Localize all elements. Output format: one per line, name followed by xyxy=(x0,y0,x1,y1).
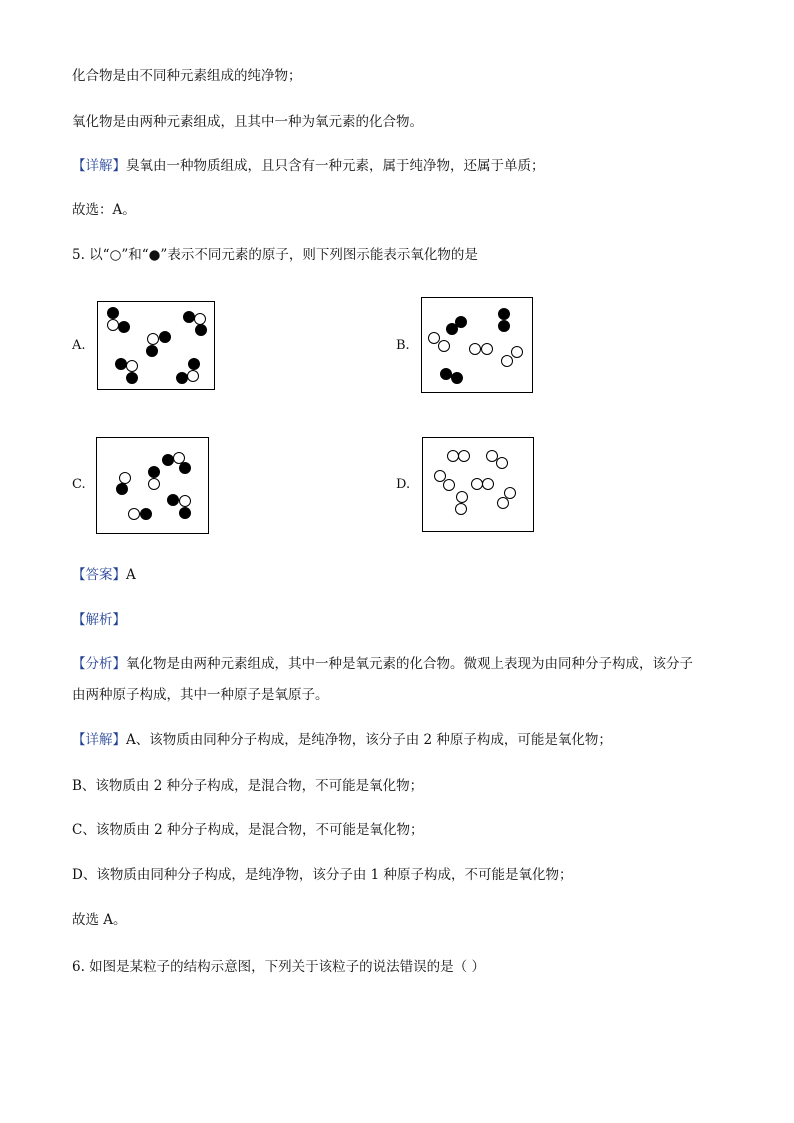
option-b-figure xyxy=(421,297,533,393)
option-d-figure xyxy=(422,437,534,532)
molecule-diagram-a xyxy=(98,302,216,391)
fenxi-line xyxy=(72,655,693,673)
molecule-diagram-b xyxy=(422,298,534,394)
answer-line xyxy=(72,566,136,584)
option-c-label: C. xyxy=(72,477,86,492)
question-5: 5. 以“○”和“●”表示不同元素的原子，则下列图示能表示氧化物的是 xyxy=(72,247,478,263)
text-line: 故选 A。 xyxy=(72,912,127,928)
detail-text: 臭氧由一种物质组成，且只含有一种元素，属于纯净物，还属于单质； xyxy=(126,158,545,174)
molecule-diagram-d xyxy=(423,438,535,533)
option-c-figure xyxy=(96,437,209,534)
text-line: 故选：A。 xyxy=(72,202,136,218)
analysis-tag: 【解析】 xyxy=(72,612,126,628)
answer-tag: 【答案】 xyxy=(72,567,126,583)
text-line: 由两种原子构成，其中一种原子是氧原子。 xyxy=(72,687,329,703)
option-a-label: A. xyxy=(72,338,86,353)
answer-text: A xyxy=(126,567,136,583)
fenxi-text: 氧化物是由两种元素组成，其中一种是氧元素的化合物。微观上表现为由同种分子构成，该分子 xyxy=(126,656,693,672)
analysis-heading xyxy=(72,611,126,629)
fenxi-tag: 【分析】 xyxy=(72,656,126,672)
text-line xyxy=(72,157,545,175)
text-line: 氧化物是由两种元素组成，且其中一种为氧元素的化合物。 xyxy=(72,114,423,130)
text-line: D、该物质由同种分子构成，是纯净物，该分子由 1 种原子构成，不可能是氧化物； xyxy=(72,867,573,883)
detail-text-a: A、该物质由同种分子构成，是纯净物，该分子由 2 种原子构成，可能是氧化物； xyxy=(126,732,612,748)
text-line: C、该物质由 2 种分子构成，是混合物，不可能是氧化物； xyxy=(72,822,424,838)
text-line: B、该物质由 2 种分子构成，是混合物，不可能是氧化物； xyxy=(72,778,424,794)
detail-line xyxy=(72,731,612,749)
molecule-diagram-c xyxy=(97,438,210,535)
question-6: 6. 如图是某粒子的结构示意图，下列关于该粒子的说法错误的是（ ） xyxy=(72,959,485,975)
detail-tag: 【详解】 xyxy=(72,158,126,174)
text-line: 化合物是由不同种元素组成的纯净物； xyxy=(72,68,302,84)
detail-tag-2: 【详解】 xyxy=(72,732,126,748)
option-a-figure xyxy=(97,301,215,390)
option-b-label: B. xyxy=(396,338,410,353)
option-d-label: D. xyxy=(396,477,411,492)
